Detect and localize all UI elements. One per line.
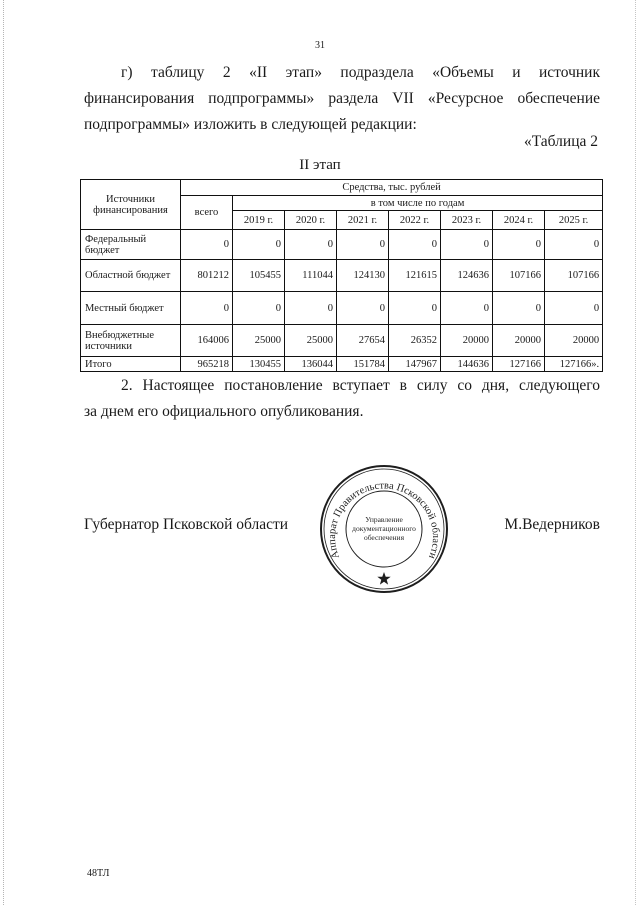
table-row [81, 260, 603, 292]
seal-inner-line: обеспечения [363, 533, 405, 542]
table-row [81, 230, 603, 260]
value-cell: 0 [493, 230, 545, 260]
page-number: 31 [315, 40, 325, 51]
value-cell: 130455 [233, 357, 285, 372]
year-header: 2025 г. [545, 211, 603, 230]
value-cell: 801212 [181, 260, 233, 292]
table-caption: «Таблица 2 [523, 133, 598, 150]
value-cell: 147967 [389, 357, 441, 372]
value-cell: 151784 [337, 357, 389, 372]
value-cell: 0 [545, 230, 603, 260]
point-2-line: за днем его официального опубликования. [84, 403, 364, 420]
value-cell: 0 [233, 292, 285, 325]
source-name: Итого [81, 357, 181, 372]
year-header: 2023 г. [441, 211, 493, 230]
value-cell: 26352 [389, 325, 441, 357]
year-header: 2020 г. [285, 211, 337, 230]
value-cell: 20000 [493, 325, 545, 357]
signatory-position: Губернатор Псковской области [84, 516, 289, 533]
value-cell: 127166 [493, 357, 545, 372]
value-cell: 0 [389, 292, 441, 325]
header-by-years: в том числе по годам [233, 196, 603, 211]
value-cell: 20000 [441, 325, 493, 357]
table-row [81, 292, 603, 325]
value-cell: 107166 [493, 260, 545, 292]
value-cell: 121615 [389, 260, 441, 292]
value-cell: 0 [545, 292, 603, 325]
value-cell: 0 [285, 230, 337, 260]
signatory-name: М.Ведерников [504, 516, 600, 533]
point-2-line: 2. Настоящее постановление вступает в силу со дня, следующего [121, 377, 600, 394]
official-seal [317, 462, 451, 596]
scan-edge-left [3, 0, 4, 905]
seal-star-icon [377, 572, 390, 585]
value-cell: 105455 [233, 260, 285, 292]
value-cell: 0 [337, 230, 389, 260]
header-sources: Источники финансирования [81, 180, 181, 230]
value-cell: 0 [389, 230, 441, 260]
value-cell: 136044 [285, 357, 337, 372]
value-cell: 0 [285, 292, 337, 325]
intro-line: г) таблицу 2 «II этап» подраздела «Объемы и источник [121, 64, 600, 81]
value-cell: 124636 [441, 260, 493, 292]
intro-line: подпрограммы» изложить в следующей редакции: [84, 116, 417, 133]
value-cell: 0 [337, 292, 389, 325]
stage-title: II этап [299, 157, 341, 173]
header-funds: Средства, тыс. рублей [181, 180, 603, 196]
source-name: Федеральный бюджет [81, 230, 181, 260]
value-cell: 0 [493, 292, 545, 325]
value-cell: 164006 [181, 325, 233, 357]
footer-code: 48ТЛ [87, 868, 110, 879]
total-row [81, 357, 603, 372]
year-header: 2019 г. [233, 211, 285, 230]
point-2-paragraph [84, 373, 600, 425]
source-name: Местный бюджет [81, 292, 181, 325]
value-cell: 127166». [545, 357, 603, 372]
source-name: Внебюджетные источники [81, 325, 181, 357]
value-cell: 124130 [337, 260, 389, 292]
seal-inner-line: документационного [352, 524, 416, 533]
year-header: 2024 г. [493, 211, 545, 230]
year-header: 2021 г. [337, 211, 389, 230]
value-cell: 27654 [337, 325, 389, 357]
value-cell: 0 [181, 292, 233, 325]
seal-outer-text: Аппарат Правительства Псковской области [326, 480, 442, 561]
financing-table [80, 179, 603, 372]
value-cell: 107166 [545, 260, 603, 292]
year-header: 2022 г. [389, 211, 441, 230]
value-cell: 0 [181, 230, 233, 260]
header-row [81, 180, 603, 196]
value-cell: 111044 [285, 260, 337, 292]
scan-edge-right [635, 0, 636, 905]
value-cell: 0 [441, 292, 493, 325]
table-row [81, 325, 603, 357]
value-cell: 0 [441, 230, 493, 260]
value-cell: 25000 [285, 325, 337, 357]
seal-inner-line: Управление [365, 515, 403, 524]
source-name: Областной бюджет [81, 260, 181, 292]
value-cell: 25000 [233, 325, 285, 357]
value-cell: 965218 [181, 357, 233, 372]
intro-line: финансирования подпрограммы» раздела VII «Ресурсное обеспечение [84, 90, 600, 107]
header-total: всего [181, 196, 233, 230]
intro-paragraph [84, 60, 600, 138]
value-cell: 144636 [441, 357, 493, 372]
value-cell: 0 [233, 230, 285, 260]
value-cell: 20000 [545, 325, 603, 357]
